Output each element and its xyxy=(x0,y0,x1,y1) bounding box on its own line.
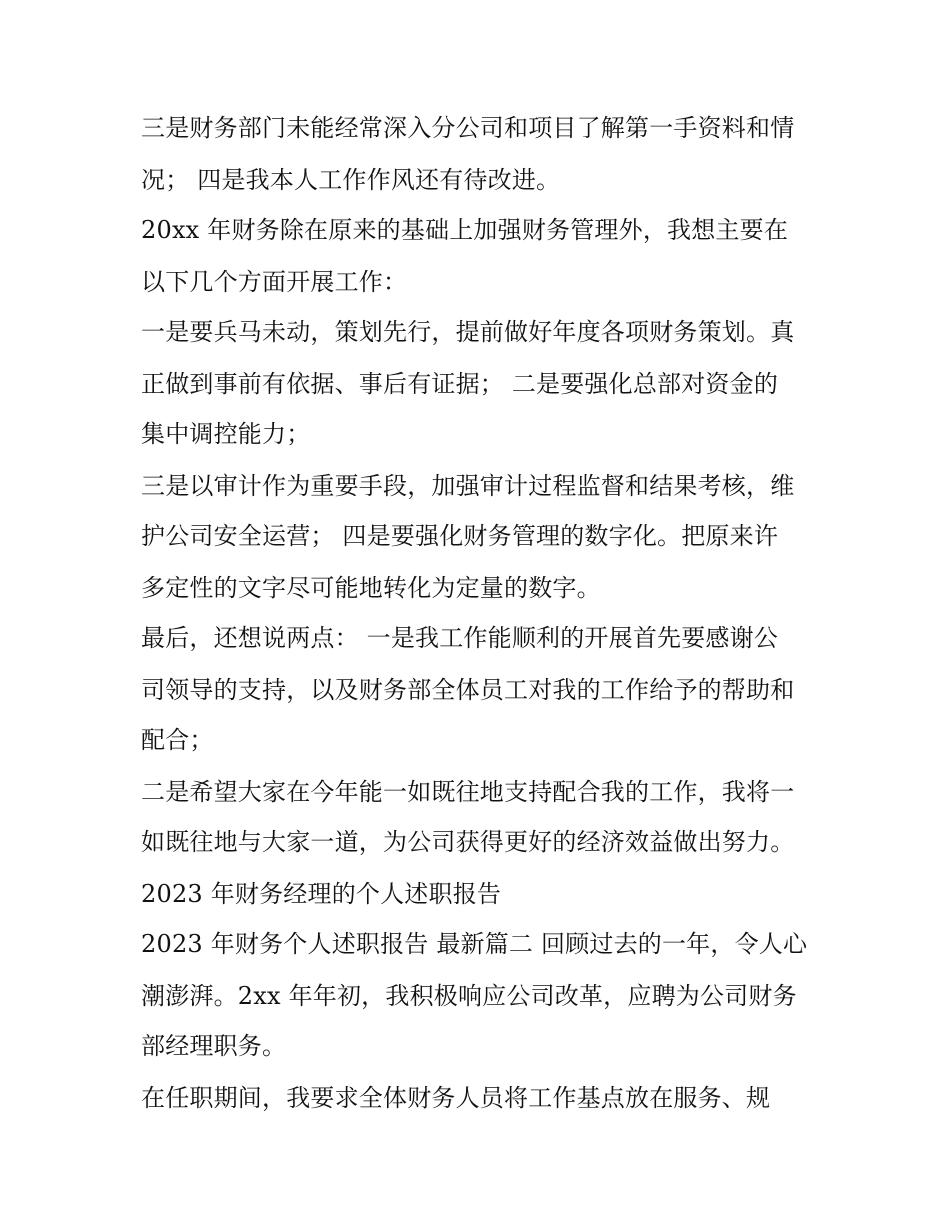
text-line: 三是以审计作为重要手段，加强审计过程监督和结果考核，维 xyxy=(141,472,795,500)
text-line: 正做到事前有依据、事后有证据； 二是要强化总部对资金的 xyxy=(141,370,779,398)
text-line: 部经理职务。 xyxy=(141,1032,287,1060)
text-line: 以下几个方面开展工作： xyxy=(141,268,408,296)
text-line: 如既往地与大家一道，为公司获得更好的经济效益做出努力。 xyxy=(141,828,795,856)
text-line: 集中调控能力； xyxy=(141,420,311,448)
text-line: 配合； xyxy=(141,726,214,754)
text-line: 2023 年财务个人述职报告 最新篇二 回顾过去的一年，令人心 xyxy=(141,930,808,958)
text-line: 潮澎湃。2xx 年年初，我积极响应公司改革，应聘为公司财务 xyxy=(141,982,797,1010)
text-line: 多定性的文字尽可能地转化为定量的数字。 xyxy=(141,574,601,602)
section-heading: 2023 年财务经理的个人述职报告 xyxy=(141,880,502,908)
text-line: 二是希望大家在今年能一如既往地支持配合我的工作，我将一 xyxy=(141,778,795,806)
text-line: 司领导的支持，以及财务部全体员工对我的工作给予的帮助和 xyxy=(141,676,795,704)
text-line: 在任职期间，我要求全体财务人员将工作基点放在服务、规 xyxy=(141,1084,771,1112)
text-line: 三是财务部门未能经常深入分公司和项目了解第一手资料和情 xyxy=(141,114,795,142)
text-line: 20xx 年财务除在原来的基础上加强财务管理外，我想主要在 xyxy=(141,216,789,244)
text-line: 最后，还想说两点： 一是我工作能顺利的开展首先要感谢公 xyxy=(141,624,779,652)
text-line: 护公司安全运营； 四是要强化财务管理的数字化。把原来许 xyxy=(141,522,779,550)
text-line: 一是要兵马未动，策划先行，提前做好年度各项财务策划。真 xyxy=(141,318,795,346)
text-line: 况； 四是我本人工作作风还有待改进。 xyxy=(141,166,561,194)
